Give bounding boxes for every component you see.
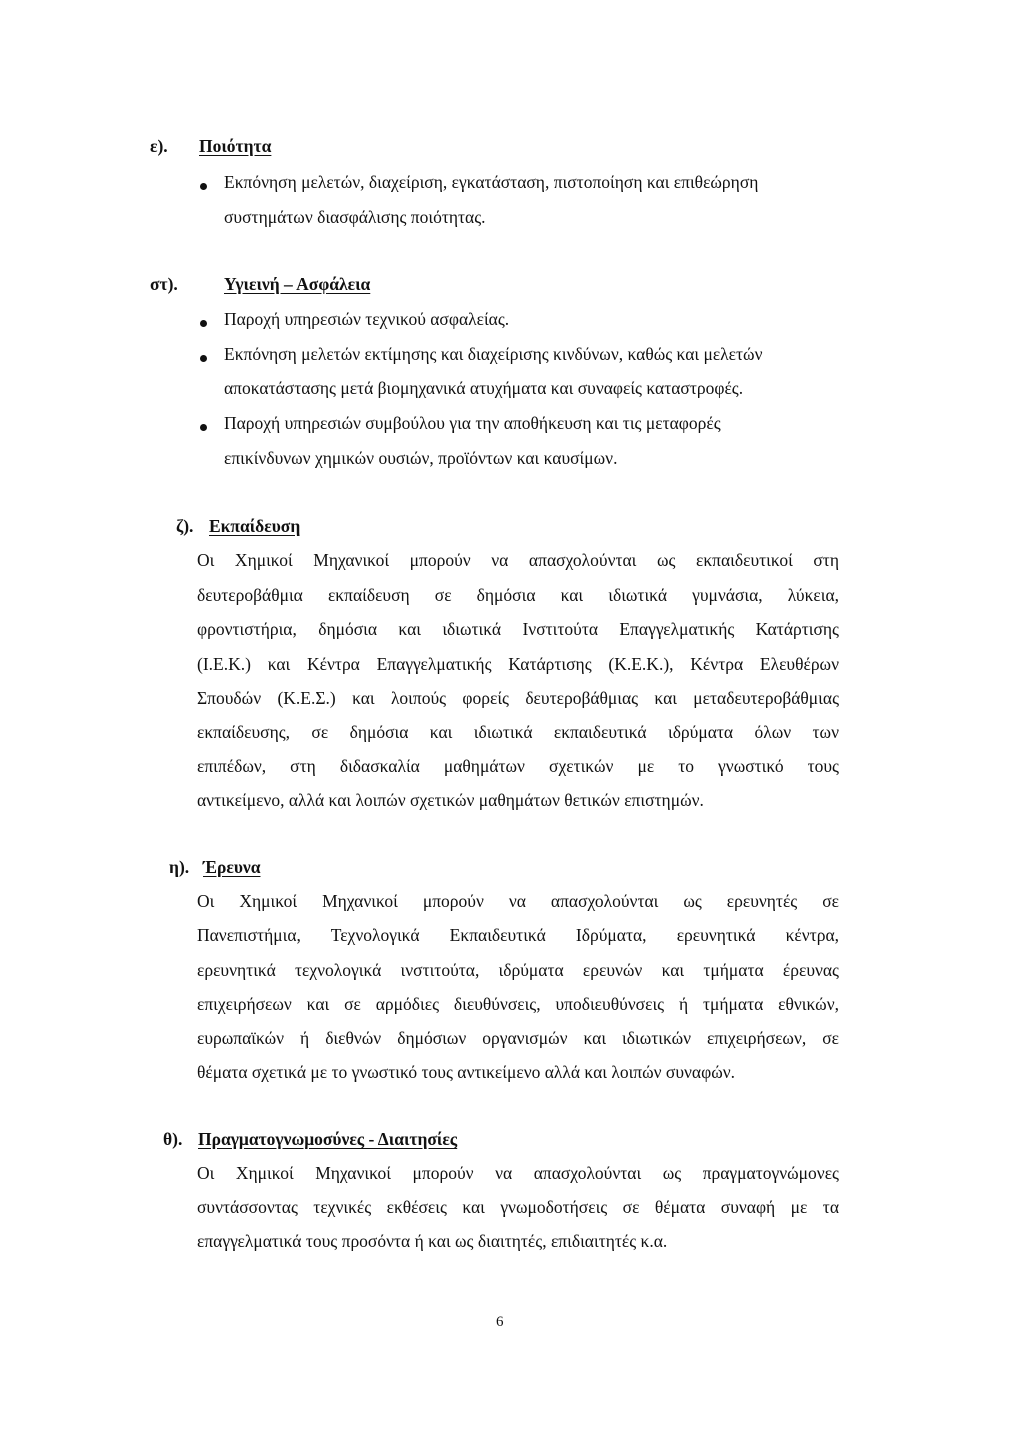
bullet-icon <box>200 355 207 362</box>
bullet-icon <box>200 424 207 431</box>
bullet-icon <box>200 183 207 190</box>
paragraph-line: Οι Χημικοί Μηχανικοί μπορούν να απασχολούνται ως ερευνητές σε <box>197 891 839 911</box>
section-label-i: η). <box>169 857 190 877</box>
section-heading-quality: Ποιότητα <box>199 136 272 156</box>
paragraph-line: φροντιστήρια, δημόσια και ιδιωτικά Ινστιτούτα Επαγγελματικής Κατάρτισης <box>197 619 839 639</box>
bullet-item-text: επικίνδυνων χημικών ουσιών, προϊόντων και καυσίμων. <box>224 448 618 468</box>
paragraph-line: ευρωπαϊκών ή διεθνών δημόσιων οργανισμών και ιδιωτικών επιχειρήσεων, σε <box>197 1028 839 1048</box>
paragraph-line: (Ι.Ε.Κ.) και Κέντρα Επαγγελματικής Κατάρτισης (Κ.Ε.Κ.), Κέντρα Ελευθέρων <box>197 654 839 674</box>
paragraph-line: Πανεπιστήμια, Τεχνολογικά Εκπαιδευτικά Ιδρύματα, ερευνητικά κέντρα, <box>197 925 839 945</box>
section-label-e: ε). <box>150 136 168 156</box>
paragraph-line: επιχειρήσεων και σε αρμόδιες διευθύνσεις, υποδιευθύνσεις ή τμήματα εθνικών, <box>197 994 839 1014</box>
paragraph-line: αντικείμενο, αλλά και λοιπών σχετικών μαθημάτων θετικών επιστημών. <box>197 790 704 810</box>
section-label-th: θ). <box>163 1129 183 1149</box>
bullet-item-text: Εκπόνηση μελετών εκτίμησης και διαχείρισης κινδύνων, καθώς και μελετών <box>224 344 763 364</box>
bullet-item-text: αποκατάστασης μετά βιομηχανικά ατυχήματα και συναφείς καταστροφές. <box>224 378 744 398</box>
section-label-z: ζ). <box>176 516 194 536</box>
paragraph-line: δευτεροβάθμια εκπαίδευση σε δημόσια και ιδιωτικά γυμνάσια, λύκεια, <box>197 585 839 605</box>
section-heading-education: Εκπαίδευση <box>209 516 301 536</box>
bullet-item-text: Παροχή υπηρεσιών τεχνικού ασφαλείας. <box>224 309 510 329</box>
paragraph-line: Οι Χημικοί Μηχανικοί μπορούν να απασχολούνται ως πραγματογνώμονες <box>197 1163 839 1183</box>
paragraph-line: εκπαίδευσης, σε δημόσια και ιδιωτικά εκπαιδευτικά ιδρύματα όλων των <box>197 722 839 742</box>
paragraph-line: επιπέδων, στη διδασκαλία μαθημάτων σχετικών με το γνωστικό τους <box>197 756 839 776</box>
paragraph-line: Σπουδών (Κ.Ε.Σ.) και λοιπούς φορείς δευτεροβάθμιας και μεταδευτεροβάθμιας <box>197 688 839 708</box>
paragraph-line: συντάσσοντας τεχνικές εκθέσεις και γνωμοδοτήσεις σε θέματα συναφή με τα <box>197 1197 839 1217</box>
section-heading-research: Έρευνα <box>203 857 261 877</box>
page-number: 6 <box>496 1314 504 1330</box>
bullet-item-text: Παροχή υπηρεσιών συμβούλου για την αποθήκευση και τις μεταφορές <box>224 413 721 433</box>
paragraph-line: Οι Χημικοί Μηχανικοί μπορούν να απασχολούνται ως εκπαιδευτικοί στη <box>197 550 839 570</box>
section-heading-expertise-arbitration: Πραγματογνωμοσύνες - Διαιτησίες <box>198 1129 458 1149</box>
paragraph-line: επαγγελματικά τους προσόντα ή και ως διαιτητές, επιδιαιτητές κ.α. <box>197 1231 668 1251</box>
section-label-st: στ). <box>150 274 178 294</box>
paragraph-line: ερευνητικά τεχνολογικά ινστιτούτα, ιδρύματα ερευνών και τμήματα έρευνας <box>197 960 839 980</box>
bullet-icon <box>200 320 207 327</box>
bullet-item-text: συστημάτων διασφάλισης ποιότητας. <box>224 207 486 227</box>
bullet-item-text: Εκπόνηση μελετών, διαχείριση, εγκατάσταση, πιστοποίηση και επιθεώρηση <box>224 172 759 192</box>
section-heading-health-safety: Υγιεινή – Ασφάλεια <box>224 274 371 294</box>
paragraph-line: θέματα σχετικά με το γνωστικό τους αντικείμενο αλλά και λοιπών συναφών. <box>197 1062 736 1082</box>
